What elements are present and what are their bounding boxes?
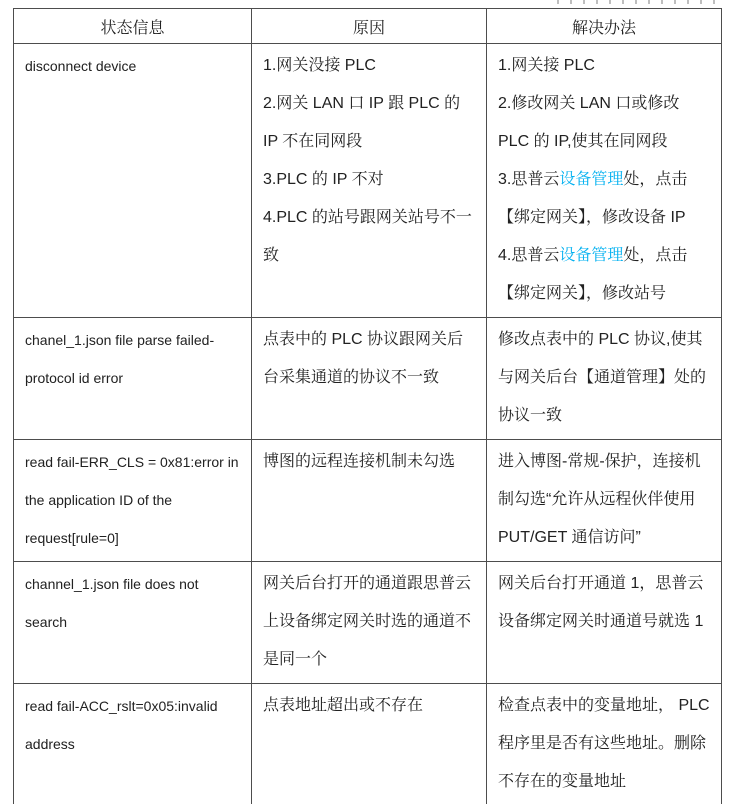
solution-cell bbox=[487, 318, 722, 440]
text-segment: 网关后台打开的通道跟思普云上设备绑定网关时选的通道不是同一个 bbox=[263, 575, 472, 668]
text-segment: 进入博图-常规-保护，连接机制勾选“允许从远程伙伴使用 PUT/GET 通信访问” bbox=[498, 453, 701, 546]
solution-cell bbox=[487, 440, 722, 562]
accent-text: 设备管理 bbox=[559, 247, 624, 264]
table-row bbox=[14, 440, 722, 562]
text-segment: channel_1.json file does not search bbox=[25, 576, 199, 630]
status-cell bbox=[14, 684, 252, 804]
table-row bbox=[14, 562, 722, 684]
cell-paragraph bbox=[25, 687, 240, 763]
cause-cell bbox=[252, 440, 487, 562]
cause-cell bbox=[252, 318, 487, 440]
cell-paragraph bbox=[498, 687, 710, 801]
status-cell bbox=[14, 562, 252, 684]
text-segment: read fail-ERR_CLS = 0x81:error in the application ID of the request[rule=0] bbox=[25, 454, 239, 546]
cell-paragraph bbox=[498, 321, 710, 435]
cell-paragraph bbox=[25, 321, 240, 397]
status-cell bbox=[14, 44, 252, 318]
text-segment: read fail-ACC_rslt=0x05:invalid address bbox=[25, 698, 218, 752]
status-cell bbox=[14, 318, 252, 440]
text-segment: chanel_1.json file parse failed-protocol id error bbox=[25, 332, 215, 386]
cell-paragraph bbox=[498, 85, 710, 161]
text-segment: 2.修改网关 LAN 口或修改 PLC 的 IP,使其在同网段 bbox=[498, 95, 680, 150]
cell-paragraph bbox=[263, 85, 475, 161]
cause-cell bbox=[252, 562, 487, 684]
table-row bbox=[14, 318, 722, 440]
accent-text: 设备管理 bbox=[559, 171, 624, 188]
table-row bbox=[14, 44, 722, 318]
text-segment: 处，点击【绑定网关】，修改设备 IP bbox=[498, 171, 688, 226]
text-segment: disconnect device bbox=[25, 58, 137, 74]
text-segment: 4.PLC 的站号跟网关站号不一致 bbox=[263, 209, 472, 264]
text-segment: 处，点击【绑定网关】，修改站号 bbox=[498, 247, 688, 302]
cell-paragraph bbox=[263, 161, 475, 199]
cell-paragraph bbox=[498, 237, 710, 313]
cell-paragraph bbox=[25, 565, 240, 641]
cause-cell bbox=[252, 44, 487, 318]
solution-cell bbox=[487, 684, 722, 804]
cell-paragraph bbox=[25, 443, 240, 557]
text-segment: 2.网关 LAN 口 IP 跟 PLC 的 IP 不在同网段 bbox=[263, 95, 461, 150]
text-segment: 博图的远程连接机制未勾选 bbox=[263, 453, 456, 470]
table-header-row bbox=[14, 9, 722, 44]
cell-paragraph bbox=[498, 161, 710, 237]
troubleshooting-table bbox=[13, 8, 722, 804]
table-row bbox=[14, 684, 722, 804]
text-segment: 修改点表中的 PLC 协议,使其与网关后台【通道管理】处的协议一致 bbox=[498, 331, 707, 424]
text-segment: 4.思普云 bbox=[498, 247, 560, 264]
cell-paragraph bbox=[263, 321, 475, 397]
solution-cell bbox=[487, 44, 722, 318]
cell-paragraph bbox=[263, 687, 475, 725]
solution-cell bbox=[487, 562, 722, 684]
cause-cell bbox=[252, 684, 487, 804]
clipped-text-artifact bbox=[557, 0, 717, 4]
text-segment: 点表中的 PLC 协议跟网关后台采集通道的协议不一致 bbox=[263, 331, 464, 386]
cell-paragraph bbox=[498, 47, 710, 85]
text-segment: 检查点表中的变量地址， PLC 程序里是否有这些地址。删除不存在的变量地址 bbox=[498, 697, 710, 790]
cell-paragraph bbox=[498, 443, 710, 557]
text-segment: 1.网关接 PLC bbox=[498, 57, 595, 74]
text-segment: 网关后台打开通道 1，思普云设备绑定网关时通道号就选 1 bbox=[498, 575, 704, 630]
column-header-status: 状态信息 bbox=[14, 9, 252, 44]
text-segment: 3.思普云 bbox=[498, 171, 560, 188]
text-segment: 点表地址超出或不存在 bbox=[263, 697, 424, 714]
status-cell bbox=[14, 440, 252, 562]
cell-paragraph bbox=[25, 47, 240, 85]
cell-paragraph bbox=[263, 47, 475, 85]
text-segment: 3.PLC 的 IP 不对 bbox=[263, 171, 384, 188]
column-header-cause: 原因 bbox=[252, 9, 487, 44]
text-segment: 1.网关没接 PLC bbox=[263, 57, 376, 74]
cell-paragraph bbox=[263, 199, 475, 275]
cell-paragraph bbox=[498, 565, 710, 641]
cell-paragraph bbox=[263, 565, 475, 679]
cell-paragraph bbox=[263, 443, 475, 481]
table-body bbox=[14, 44, 722, 804]
column-header-solution: 解决办法 bbox=[487, 9, 722, 44]
